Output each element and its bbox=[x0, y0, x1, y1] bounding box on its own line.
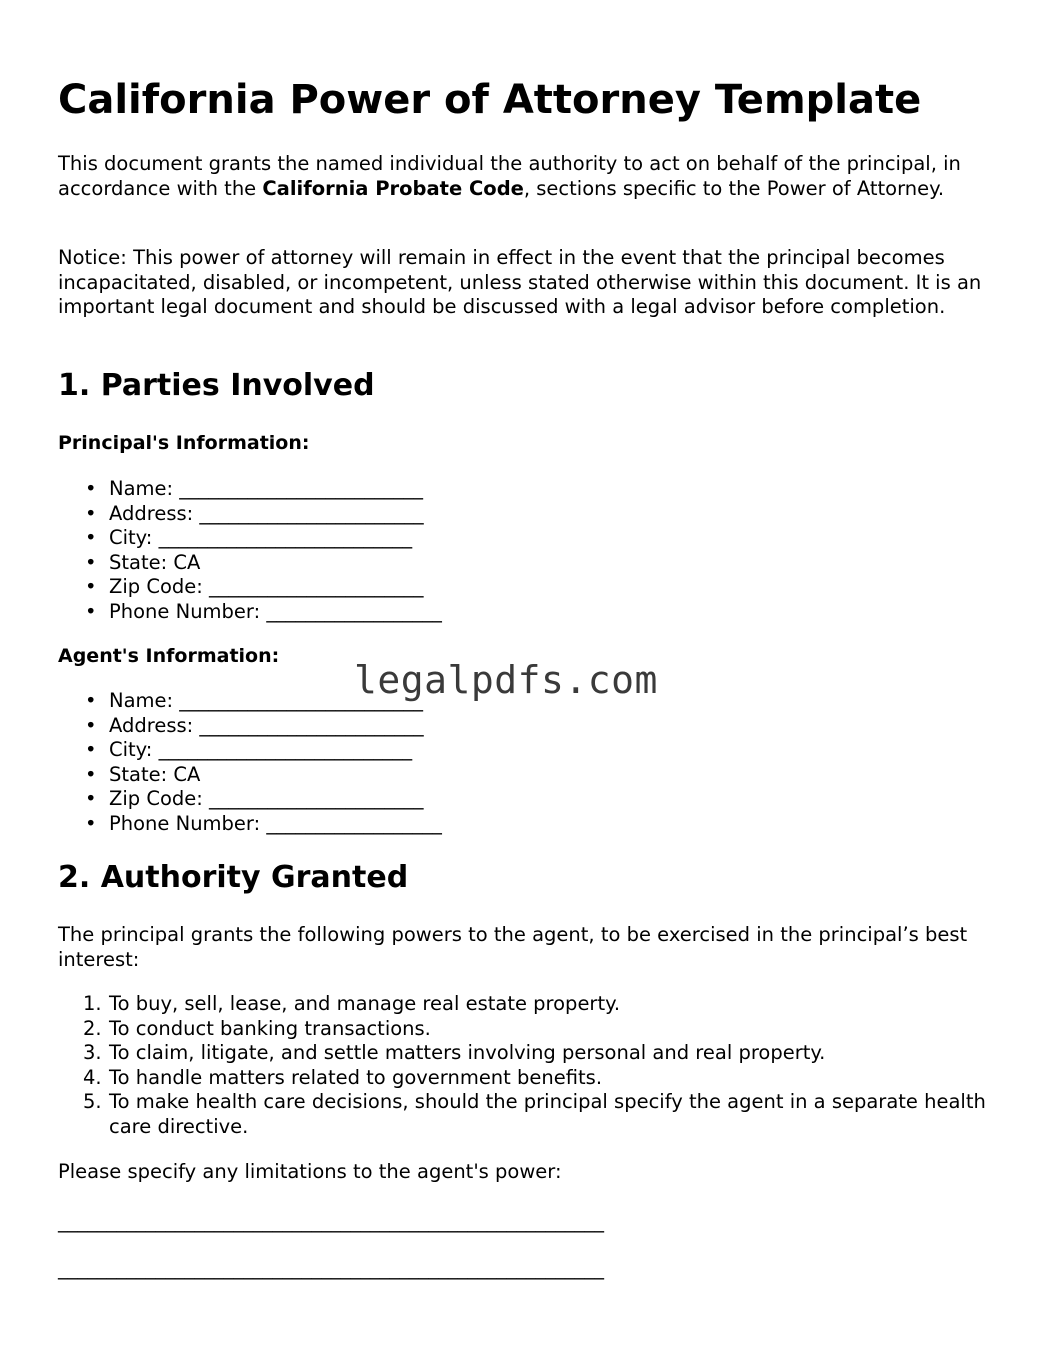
principal-info-list bbox=[58, 477, 442, 624]
principal-info-heading: Principal's Information: bbox=[58, 432, 310, 454]
principal-zip-field[interactable]: • Zip Code: ______________________ bbox=[58, 575, 442, 600]
power-text: To claim, litigate, and settle matters involving personal and real property. bbox=[109, 1041, 826, 1064]
power-number: 5. bbox=[83, 1090, 102, 1113]
principal-name-field[interactable]: • Name: _________________________ bbox=[58, 477, 442, 502]
agent-state-field: • State: CA bbox=[58, 763, 442, 788]
power-number: 4. bbox=[83, 1065, 102, 1089]
authority-intro: The principal grants the following powers to the agent, to be exercised in the principal’s best interest: bbox=[58, 923, 968, 971]
principal-phone-field[interactable]: • Phone Number: __________________ bbox=[58, 600, 442, 625]
principal-state-field: • State: CA bbox=[58, 551, 442, 576]
agent-phone-field[interactable]: • Phone Number: __________________ bbox=[58, 812, 442, 837]
agent-info-heading: Agent's Information: bbox=[58, 645, 280, 667]
power-text: To buy, sell, lease, and manage real estate property. bbox=[109, 992, 621, 1015]
watermark: legalpdfs.com bbox=[354, 658, 658, 702]
agent-zip-field[interactable]: • Zip Code: ______________________ bbox=[58, 787, 442, 812]
agent-name-field[interactable]: • Name: _________________________ bbox=[58, 689, 442, 714]
intro-paragraph bbox=[58, 152, 998, 201]
power-text: To conduct banking transactions. bbox=[109, 1016, 431, 1040]
power-item bbox=[58, 1017, 998, 1042]
power-text: To make health care decisions, should the principal specify the agent in a separate health care directive. bbox=[109, 1090, 986, 1138]
notice-paragraph: Notice: This power of attorney will remain in effect in the event that the principal becomes incapacitated, disabled, or incompetent, unless stated otherwise within this document. It is an important legal document and should be discussed with a legal advisor before completion. bbox=[58, 246, 982, 318]
agent-address-field[interactable]: • Address: _______________________ bbox=[58, 714, 442, 739]
limitation-blank-line-2[interactable]: ________________________________________________________ bbox=[58, 1257, 604, 1280]
principal-city-field[interactable]: • City: __________________________ bbox=[58, 526, 442, 551]
agent-city-field[interactable]: • City: __________________________ bbox=[58, 738, 442, 763]
section-heading-authority: 2. Authority Granted bbox=[58, 860, 409, 895]
power-item bbox=[58, 992, 998, 1017]
document-title: California Power of Attorney Template bbox=[58, 77, 922, 123]
power-item bbox=[58, 1041, 998, 1066]
principal-address-field[interactable]: • Address: _______________________ bbox=[58, 502, 442, 527]
powers-list bbox=[58, 992, 998, 1139]
power-text: To handle matters related to government benefits. bbox=[109, 1065, 603, 1089]
section-heading-parties: 1. Parties Involved bbox=[58, 368, 375, 403]
limitation-blank-line-1[interactable]: ________________________________________________________ bbox=[58, 1210, 604, 1233]
probate-code-reference: California Probate Code bbox=[262, 176, 524, 200]
power-number: 1. bbox=[83, 992, 102, 1015]
power-item bbox=[58, 1090, 998, 1139]
power-item bbox=[58, 1066, 998, 1091]
intro-text-end: , sections specific to the Power of Attorney. bbox=[523, 176, 945, 200]
limitations-label: Please specify any limitations to the agent's power: bbox=[58, 1160, 562, 1183]
intro-text-start: This document grants the named individual the authority to act on behalf of the principal, in accordance with the bbox=[58, 152, 961, 200]
agent-info-list bbox=[58, 689, 442, 836]
power-number: 2. bbox=[83, 1016, 102, 1040]
power-number: 3. bbox=[83, 1041, 102, 1064]
